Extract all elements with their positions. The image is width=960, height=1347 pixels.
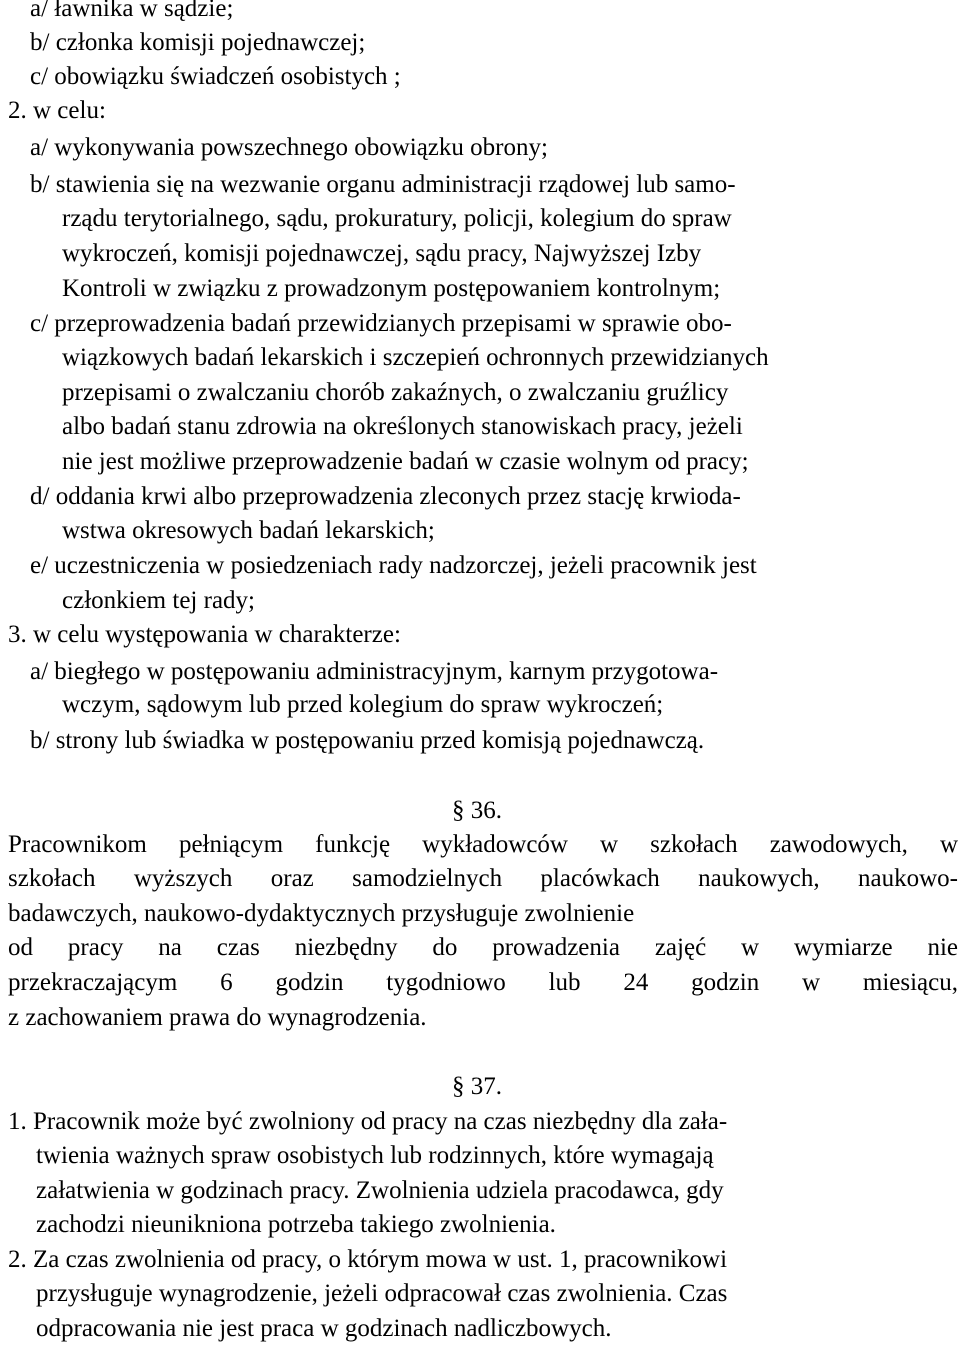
list-item-c-cont: wiązkowych badań lekarskich i szczepień ochronnych przewidzianych [62,344,769,371]
paragraph-line: twienia ważnych spraw osobistych lub rodzinnych, które wymagają [36,1142,714,1169]
list-item-d: d/ oddania krwi albo przeprowadzenia zleconych przez stację krwioda- [30,483,741,510]
list-item-a-cont: wczym, sądowym lub przed kolegium do spraw wykroczeń; [62,691,664,718]
list-item-b: b/ strony lub świadka w postępowaniu przed komisją pojednawczą. [30,727,705,754]
list-item-b-cont: rządu terytorialnego, sądu, prokuratury, policji, kolegium do spraw [62,205,732,232]
section-heading: § 37. [452,1073,502,1100]
list-item-a: a/ biegłego w postępowaniu administracyjnym, karnym przygotowa- [30,658,719,685]
list-item-c-cont: przepisami o zwalczaniu chorób zakaźnych, o zwalczaniu gruźlicy [62,379,729,406]
section-heading: § 36. [452,797,502,824]
list-item-b: b/ członka komisji pojednawczej; [30,29,366,56]
list-item-b-cont: wykroczeń, komisji pojednawczej, sądu pracy, Najwyższej Izby [62,240,702,267]
list-item-b-cont: Kontroli w związku z prowadzonym postępowaniem kontrolnym; [62,275,721,302]
paragraph-line: przysługuje wynagrodzenie, jeżeli odpracował czas zwolnienia. Czas [36,1280,728,1307]
list-item-c: c/ przeprowadzenia badań przewidzianych przepisami w sprawie obo- [30,310,732,337]
list-item-d-cont: wstwa okresowych badań lekarskich; [62,517,435,544]
paragraph-line: badawczych, naukowo-dydaktycznych przysługuje zwolnienie [8,900,635,927]
list-item-e-cont: członkiem tej rady; [62,587,255,614]
paragraph-line: odpracowania nie jest praca w godzinach nadliczbowych. [36,1315,612,1342]
list-item-c-cont: nie jest możliwe przeprowadzenie badań w czasie wolnym od pracy; [62,448,749,475]
paragraph-line: załatwienia w godzinach pracy. Zwolnienia udziela pracodawca, gdy [36,1177,724,1204]
list-item-a: a/ ławnika w sądzie; [30,0,234,22]
paragraph-point-1: 1. Pracownik może być zwolniony od pracy na czas niezbędny dla zała- [8,1108,728,1135]
paragraph-line: z zachowaniem prawa do wynagrodzenia. [8,1004,427,1031]
list-point-3: 3. w celu występowania w charakterze: [8,621,401,648]
paragraph-line: Pracownikom pełniącym funkcję wykładowców w szkołach zawodowych, w [8,831,958,858]
paragraph-line: przekraczającym 6 godzin tygodniowo lub 24 godzin w miesiącu, [8,969,958,996]
list-item-c: c/ obowiązku świadczeń osobistych ; [30,63,401,90]
list-point-2: 2. w celu: [8,97,106,124]
list-item-e: e/ uczestniczenia w posiedzeniach rady nadzorczej, jeżeli pracownik jest [30,552,757,579]
paragraph-line: szkołach wyższych oraz samodzielnych placówkach naukowych, naukowo- [8,865,958,892]
paragraph-line: od pracy na czas niezbędny do prowadzenia zajęć w wymiarze nie [8,934,958,961]
list-item-c-cont: albo badań stanu zdrowia na określonych stanowiskach pracy, jeżeli [62,413,743,440]
list-item-a: a/ wykonywania powszechnego obowiązku obrony; [30,134,548,161]
paragraph-point-2: 2. Za czas zwolnienia od pracy, o którym mowa w ust. 1, pracownikowi [8,1246,728,1273]
list-item-b: b/ stawienia się na wezwanie organu administracji rządowej lub samo- [30,171,736,198]
paragraph-line: zachodzi nieunikniona potrzeba takiego zwolnienia. [36,1211,556,1238]
